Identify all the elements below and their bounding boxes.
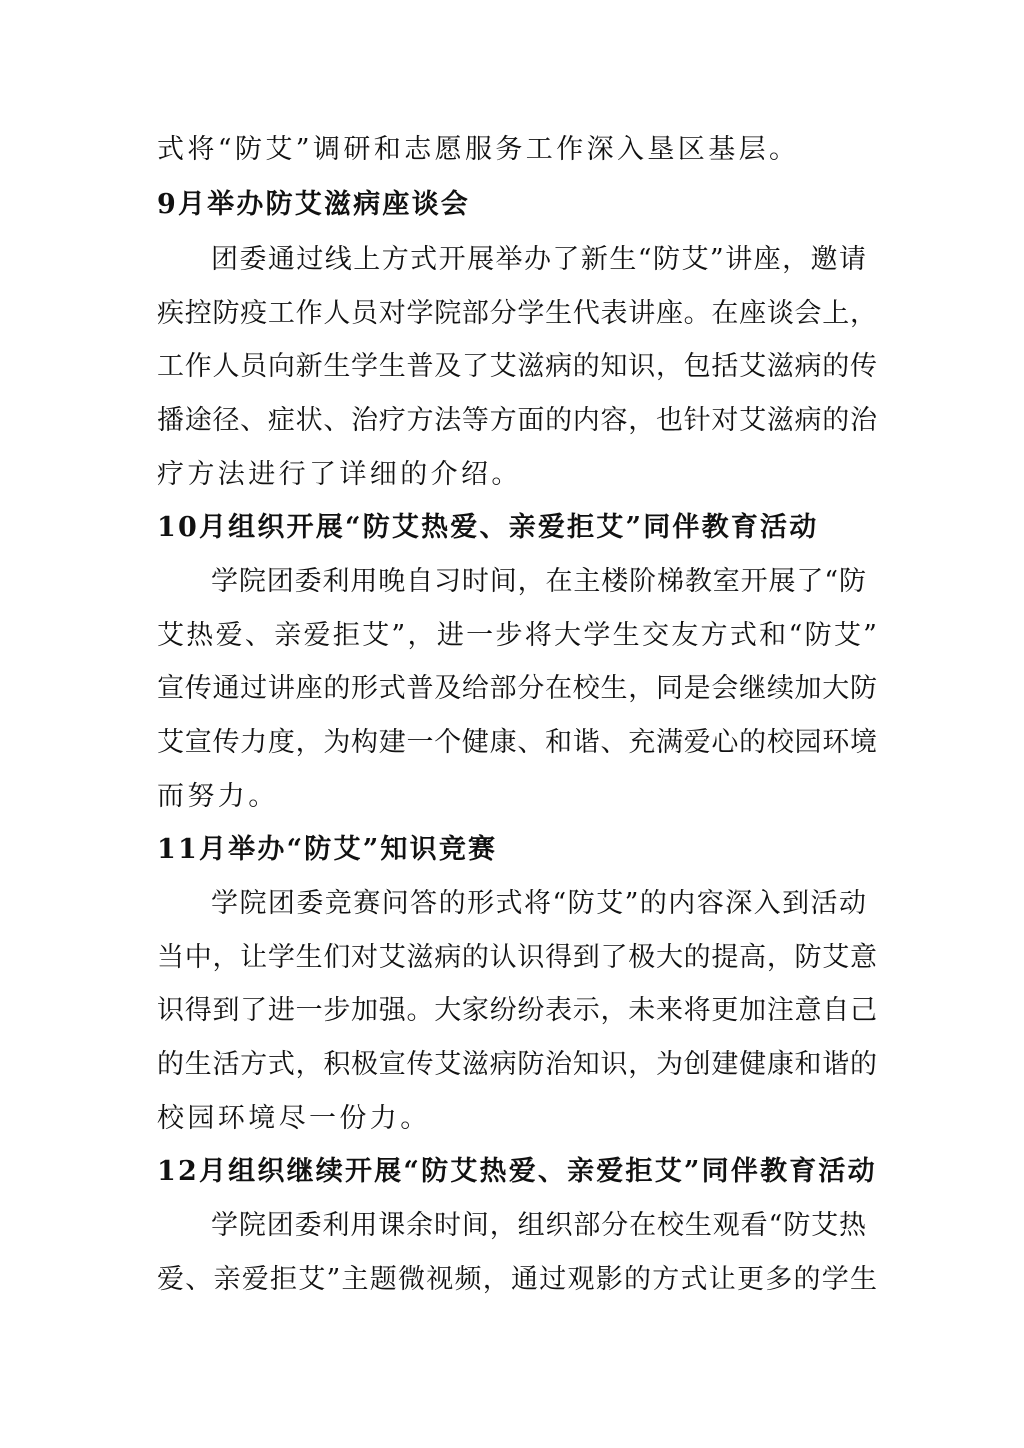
paragraph-line: 播途径、症状、治疗方法等方面的内容，也针对艾滋病的治 bbox=[157, 405, 877, 436]
paragraph-line: 的生活方式，积极宣传艾滋病防治知识，为创建健康和谐的 bbox=[157, 1049, 877, 1080]
paragraph-line: 宣传通过讲座的形式普及给部分在校生，同是会继续加大防 bbox=[157, 673, 877, 704]
paragraph-line: 当中，让学生们对艾滋病的认识得到了极大的提高，防艾意 bbox=[157, 942, 877, 973]
section-heading-november: 11月举办“防艾”知识竞赛 bbox=[157, 834, 498, 865]
paragraph-line: 而努力。 bbox=[157, 781, 279, 812]
paragraph-line: 疾控防疫工作人员对学院部分学生代表讲座。在座谈会上， bbox=[157, 298, 877, 329]
paragraph-line: 工作人员向新生学生普及了艾滋病的知识，包括艾滋病的传 bbox=[157, 351, 877, 382]
paragraph-line: 艾宣传力度，为构建一个健康、和谐、充满爱心的校园环境 bbox=[157, 727, 877, 758]
section-heading-december: 12月组织继续开展“防艾热爱、亲爱拒艾”同伴教育活动 bbox=[157, 1156, 877, 1187]
paragraph-line: 学院团委竞赛问答的形式将“防艾”的内容深入到活动 bbox=[211, 888, 866, 919]
paragraph-line: 校园环境尽一份力。 bbox=[157, 1103, 431, 1134]
paragraph-line: 团委通过线上方式开展举办了新生“防艾”讲座，邀请 bbox=[211, 244, 866, 275]
paragraph-line: 识得到了进一步加强。大家纷纷表示，未来将更加注意自己 bbox=[157, 995, 877, 1026]
section-heading-september: 9月举办防艾滋病座谈会 bbox=[157, 189, 470, 220]
paragraph-line: 式将“防艾”调研和志愿服务工作深入垦区基层。 bbox=[157, 134, 800, 165]
paragraph-line: 学院团委利用晚自习时间，在主楼阶梯教室开展了“防 bbox=[211, 566, 866, 597]
paragraph-line: 爱、亲爱拒艾”主题微视频，通过观影的方式让更多的学生 bbox=[157, 1264, 877, 1295]
paragraph-line: 疗方法进行了详细的介绍。 bbox=[157, 459, 522, 490]
paragraph-line: 艾热爱、亲爱拒艾”，进一步将大学生交友方式和“防艾” bbox=[157, 620, 877, 651]
paragraph-line: 学院团委利用课余时间，组织部分在校生观看“防艾热 bbox=[211, 1210, 866, 1241]
section-heading-october: 10月组织开展“防艾热爱、亲爱拒艾”同伴教育活动 bbox=[157, 512, 819, 543]
